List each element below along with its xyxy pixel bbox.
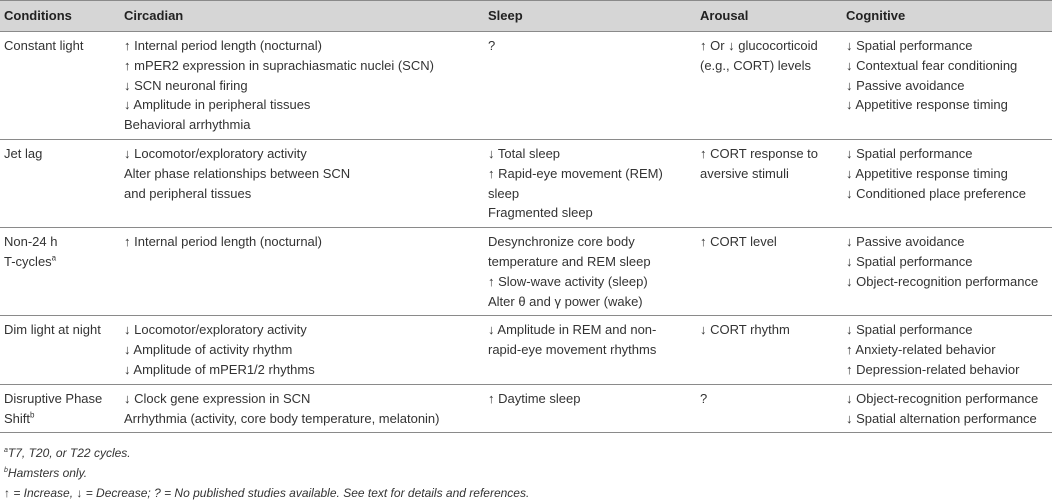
cell-line: Dim light at night [4,322,101,338]
table-row [0,32,1052,140]
footnote-text: Hamsters only. [7,466,88,480]
cell-line: ↓ Amplitude of activity rhythm [124,342,293,358]
cell-line: Arrhythmia (activity, core body temperature, melatonin) [124,410,440,426]
cell-arousal [694,228,840,316]
cell-line: ↓ Spatial performance [846,322,973,338]
cell-cognitive [840,228,1052,316]
cell-line: ↓ Contextual fear conditioning [846,57,1018,73]
table-row [0,139,1052,227]
cell-line: ↑ Slow-wave activity (sleep) [488,273,648,289]
cell-line: ↑ Depression-related behavior [846,361,1020,377]
cell-line: Alter phase relationships between SCN [124,165,351,181]
cell-line: ? [488,38,496,53]
cell-line: ↓ Spatial performance [846,38,973,53]
cell-condition [0,32,118,140]
cell-circadian [118,384,482,433]
cell-line: Jet lag [4,145,43,161]
footnote [0,463,1052,483]
footnote-mark: b [30,410,35,420]
cell-line: ↓ Clock gene expression in SCN [124,390,311,406]
footnote-text: T7, T20, or T22 cycles. [7,446,131,460]
cell-line: ? [700,390,708,406]
footnotes [0,443,1052,503]
footnote [0,443,1052,463]
cell-line: ↑ CORT level [700,234,777,250]
cell-line: ↓ Spatial alternation performance [846,410,1037,426]
footnote [0,483,1052,503]
cell-line: Desynchronize core body [488,234,635,250]
cell-cognitive [840,139,1052,227]
cell-line: ↑ Daytime sleep [488,390,581,406]
footnote-text: ↑ = Increase, ↓ = Decrease; ? = No published studies available. See text for details and references. [4,486,530,500]
cell-line: rapid-eye movement rhythms [488,342,657,358]
cell-line: and peripheral tissues [124,185,252,201]
cell-line: temperature and REM sleep [488,253,651,269]
cell-arousal [694,139,840,227]
cell-line: ↓ Passive avoidance [846,234,965,250]
header-sleep: Sleep [488,8,523,24]
cell-cognitive [840,316,1052,384]
cell-sleep [482,32,694,140]
header-conditions: Conditions [4,8,72,24]
table-body [0,32,1052,433]
cell-sleep [482,228,694,316]
cell-line: ↓ Amplitude in REM and non- [488,322,657,338]
cell-condition [0,316,118,384]
cell-line: ↓ Locomotor/exploratory activity [124,145,307,161]
cell-line-wrap [4,252,118,272]
cell-arousal [694,384,840,433]
cell-line: ↑ Internal period length (nocturnal) [124,234,323,250]
cell-line: ↓ Object-recognition performance [846,390,1039,406]
cell-line: Behavioral arrhythmia [124,117,251,133]
cell-line: Shift [4,410,31,426]
cell-line: ↓ Conditioned place preference [846,185,1026,201]
cell-arousal [694,316,840,384]
cell-line-wrap [4,409,118,429]
cell-line: Non-24 h [4,234,58,250]
cell-line: sleep [488,185,520,201]
cell-line: ↑ Internal period length (nocturnal) [124,38,323,53]
cell-line: aversive stimuli [700,165,789,181]
cell-line: Fragmented sleep [488,205,593,221]
cell-cognitive [840,32,1052,140]
cell-condition [0,228,118,316]
cell-line: ↑ mPER2 expression in suprachiasmatic nuclei (SCN) [124,57,434,73]
cell-line: ↓ Amplitude in peripheral tissues [124,97,311,113]
cell-sleep [482,316,694,384]
cell-line: ↓ SCN neuronal firing [124,77,248,93]
cell-line: Disruptive Phase [4,390,103,406]
table-row [0,316,1052,384]
cell-line: ↓ Amplitude of mPER1/2 rhythms [124,361,315,377]
cell-line: ↑ Or ↓ glucocorticoid [700,38,818,53]
footnote-mark: a [51,253,57,263]
cell-line: (e.g., CORT) levels [700,57,812,73]
header-cognitive: Cognitive [846,8,906,24]
cell-line: ↓ Object-recognition performance [846,273,1039,289]
cell-line: ↓ Appetitive response timing [846,165,1008,181]
footnote-mark: b [4,467,8,474]
cell-line: ↓ Locomotor/exploratory activity [124,322,307,338]
table-row [0,228,1052,316]
cell-line: ↓ Spatial performance [846,145,973,161]
header-row [0,1,1052,32]
cell-circadian [118,32,482,140]
cell-circadian [118,139,482,227]
cell-line: ↓ Passive avoidance [846,77,965,93]
cell-circadian [118,316,482,384]
cell-line: T-cycles [4,253,52,269]
cell-arousal [694,32,840,140]
footnote-mark: a [4,447,8,454]
header-circadian: Circadian [124,8,184,24]
cell-line: ↑ Rapid-eye movement (REM) [488,165,663,181]
cell-line: ↓ Spatial performance [846,253,973,269]
cell-circadian [118,228,482,316]
cell-cognitive [840,384,1052,433]
table-row [0,384,1052,433]
cell-sleep [482,384,694,433]
cell-condition [0,384,118,433]
cell-line: ↑ Anxiety-related behavior [846,342,996,358]
cell-sleep [482,139,694,227]
cell-line: ↓ Appetitive response timing [846,97,1008,113]
header-arousal: Arousal [700,8,749,24]
cell-condition [0,139,118,227]
cell-line: ↓ Total sleep [488,145,561,161]
cell-line: Alter θ and γ power (wake) [488,293,643,309]
cell-line: ↓ CORT rhythm [700,322,790,338]
cell-line: ↑ CORT response to [700,145,819,161]
cell-line: Constant light [4,38,84,53]
